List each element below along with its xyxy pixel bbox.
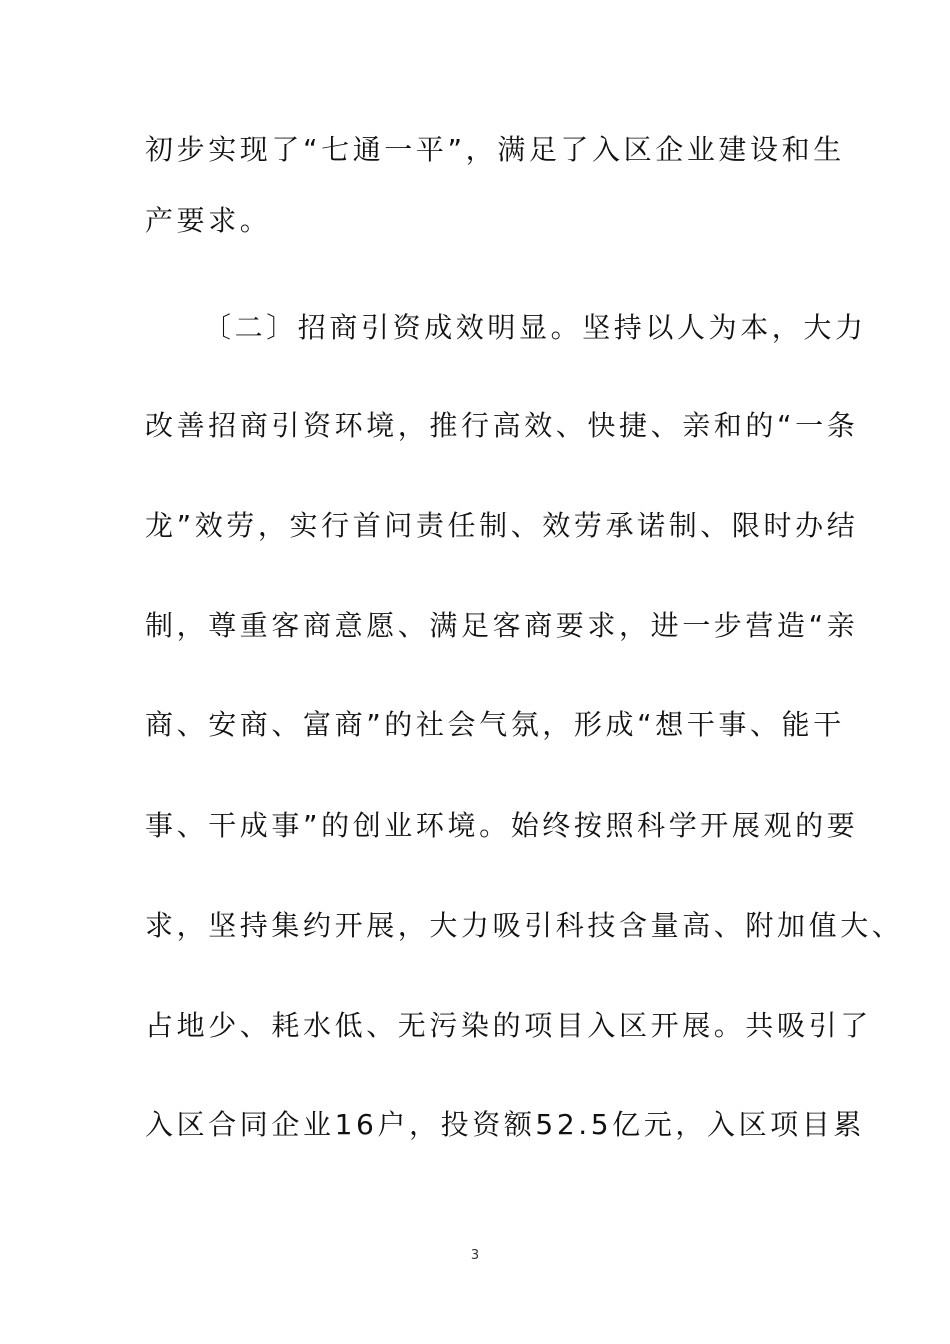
body-text-line: 〔二〕招商引资成效明显。坚持以人为本，大力 [203,311,867,344]
body-text-line: 入区合同企业16户，投资额52.5亿元，入区项目累 [145,1108,865,1141]
body-text-line: 初步实现了“七通一平”，满足了入区企业建设和生 [145,133,845,166]
body-text-line: 改善招商引资环境，推行高效、快捷、亲和的“一条 [145,409,859,442]
body-text-line: 制，尊重客商意愿、满足客商要求，进一步营造“亲 [145,609,859,642]
body-text-line: 事、干成事”的创业环境。始终按照科学开展观的要 [145,809,859,842]
page-number: 3 [470,1248,480,1263]
body-text-line: 龙”效劳，实行首问责任制、效劳承诺制、限时办结 [145,509,859,542]
body-text-line: 商、安商、富商”的社会气氛，形成“想干事、能干 [145,708,845,741]
body-text-line: 占地少、耗水低、无污染的项目入区开展。共吸引了 [145,1009,872,1042]
body-text-line: 求，坚持集约开展，大力吸引科技含量高、附加值大、 [145,909,904,942]
body-text-line: 产要求。 [145,204,272,237]
